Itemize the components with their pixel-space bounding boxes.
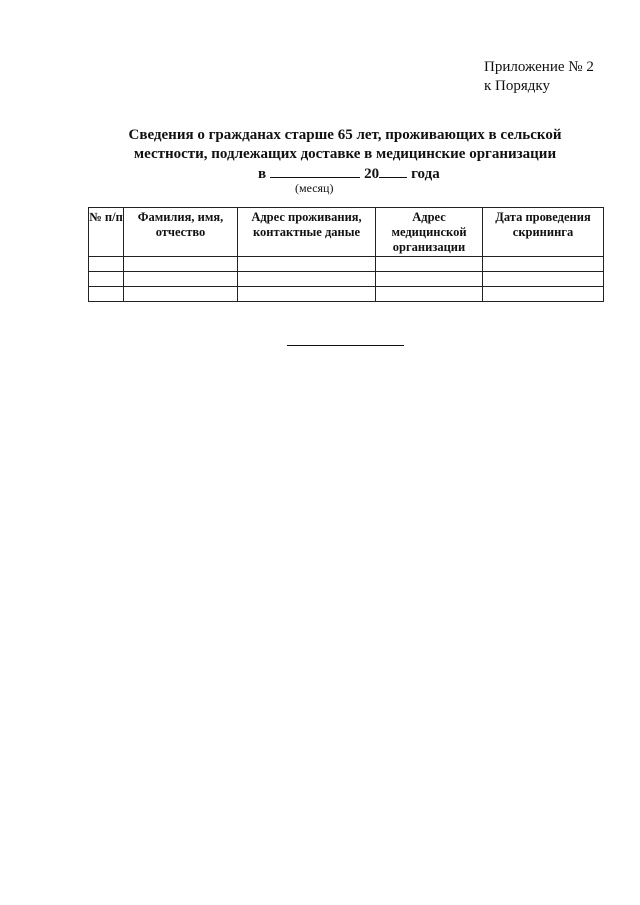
table-cell[interactable] [483,287,604,302]
appendix-reference: к Порядку [484,78,550,94]
table-cell[interactable] [124,272,238,287]
closing-divider [287,345,404,346]
header-number: № п/п [89,208,124,257]
table-cell[interactable] [376,272,483,287]
header-medical-organization: Адрес медицинской организации [376,208,483,257]
table-cell[interactable] [238,287,376,302]
table-cell[interactable] [124,257,238,272]
appendix-number: Приложение № 2 [484,59,594,75]
header-residence-address: Адрес проживания, контактные даные [238,208,376,257]
table-cell[interactable] [483,272,604,287]
table-header-row [89,208,604,257]
table-cell[interactable] [238,257,376,272]
date-prefix: в [258,166,267,182]
table-row [89,272,604,287]
month-blank [270,163,360,178]
header-screening-date: Дата проведения скрининга [483,208,604,257]
table-cell[interactable] [376,257,483,272]
header-full-name: Фамилия, имя, отчество [124,208,238,257]
appendix-label [484,58,594,96]
table-cell[interactable] [483,257,604,272]
document-title [60,126,630,164]
year-prefix: 20 [364,166,380,182]
date-line [258,163,440,184]
table-cell[interactable] [124,287,238,302]
year-blank [379,163,407,178]
month-note: (месяц) [295,181,334,195]
table-cell[interactable] [89,272,124,287]
table-cell[interactable] [376,287,483,302]
title-line-2: местности, подлежащих доставке в медицинские организации [133,146,557,162]
table-cell[interactable] [89,287,124,302]
date-suffix: года [411,166,440,182]
citizens-table [88,207,604,302]
table-cell[interactable] [89,257,124,272]
title-line-1: Сведения о гражданах старше 65 лет, проживающих в сельской [128,127,562,143]
table-row [89,257,604,272]
table-cell[interactable] [238,272,376,287]
table-row [89,287,604,302]
